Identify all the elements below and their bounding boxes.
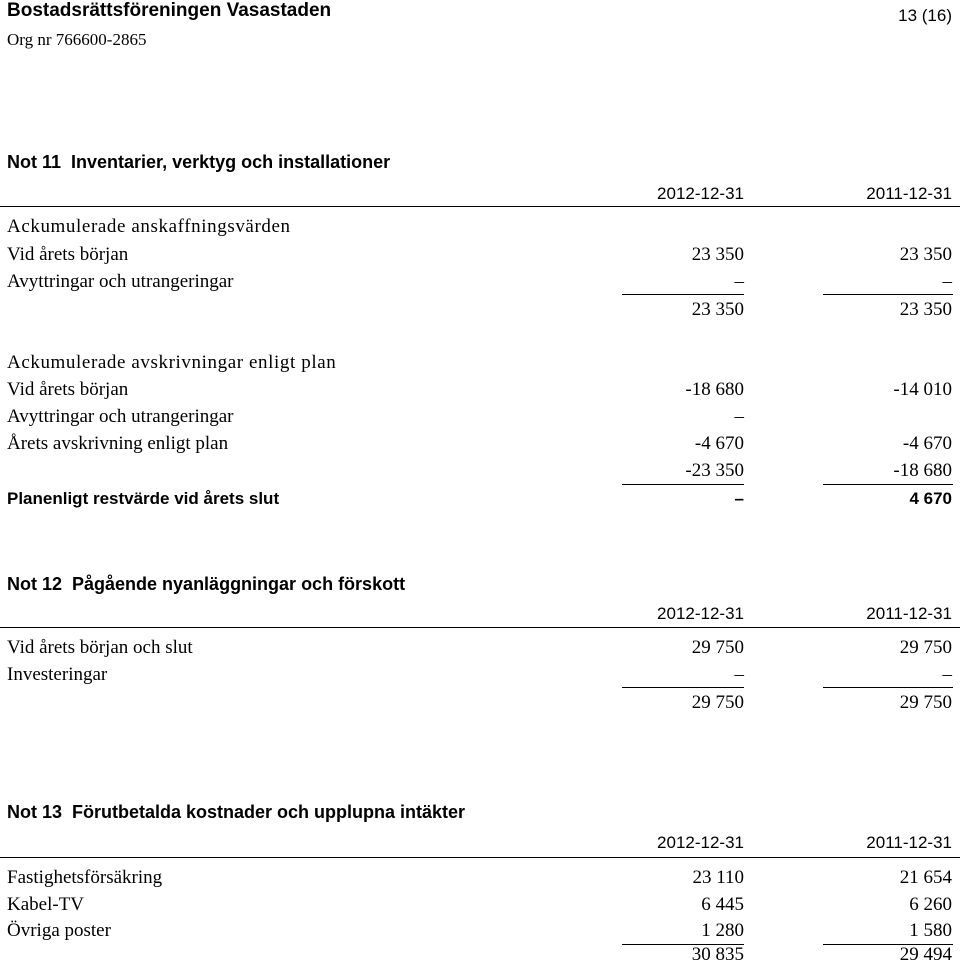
subtotal-rule: [622, 294, 744, 295]
table-row: Avyttringar och utrangeringar –: [7, 406, 744, 427]
note-13-header-rule: [0, 857, 960, 858]
column-header-2011: 2011-12-31: [866, 833, 952, 852]
subtotal-rule: [823, 687, 953, 688]
subtotal-rule: [823, 294, 953, 295]
column-header-2012: 2012-12-31: [657, 833, 744, 852]
org-number: Org nr 766600-2865: [7, 30, 147, 49]
association-name: Bostadsrättsföreningen Vasastaden: [7, 0, 332, 21]
note-12-column-headers: [0, 601, 960, 627]
column-header-2011: 2011-12-31: [866, 184, 952, 203]
column-header-2012: 2012-12-31: [657, 184, 744, 203]
subtotal-row: 29 750 29 750: [691, 692, 952, 713]
note-11-column-headers: [0, 181, 960, 207]
subtotal-row: -23 350 -18 680: [685, 460, 952, 481]
total-rule: [622, 484, 744, 485]
note-11-title: Not 11 Inventarier, verktyg och installationer: [7, 152, 391, 172]
note-12-title: Not 12 Pågående nyanläggningar och förskott: [7, 574, 406, 594]
subtotal-row: 23 350 23 350: [691, 299, 952, 320]
total-rule: [823, 484, 953, 485]
table-row: Övriga poster 1 280 1 580: [7, 920, 952, 941]
table-row: Vid årets början 23 350 23 350: [7, 244, 952, 265]
note-12-header-rule: [0, 627, 960, 628]
table-row: Vid årets början och slut 29 750 29 750: [7, 637, 952, 658]
table-row: Ackumulerade avskrivningar enligt plan: [7, 352, 337, 373]
note-13-title: Not 13 Förutbetalda kostnader och upplupna intäkter: [7, 802, 466, 822]
column-header-2011: 2011-12-31: [866, 604, 952, 623]
page-number: 13 (16): [898, 6, 952, 25]
column-header-2012: 2012-12-31: [657, 604, 744, 623]
table-row: Investeringar – –: [7, 664, 952, 685]
table-row: Ackumulerade anskaffningsvärden: [7, 216, 291, 237]
table-row: Avyttringar och utrangeringar – –: [7, 271, 952, 292]
table-row: Vid årets början -18 680 -14 010: [7, 379, 952, 400]
subtotal-rule: [622, 687, 744, 688]
table-row: Kabel-TV 6 445 6 260: [7, 894, 952, 915]
residual-value-row: Planenligt restvärde vid årets slut – 4 670: [7, 489, 952, 508]
subtotal-row: 30 835 29 494: [691, 944, 952, 965]
table-row: Årets avskrivning enligt plan -4 670 -4 670: [7, 433, 952, 454]
table-row: Fastighetsförsäkring 23 110 21 654: [7, 867, 952, 888]
note-11-header-rule: [0, 206, 960, 207]
note-13-column-headers: [0, 830, 960, 856]
